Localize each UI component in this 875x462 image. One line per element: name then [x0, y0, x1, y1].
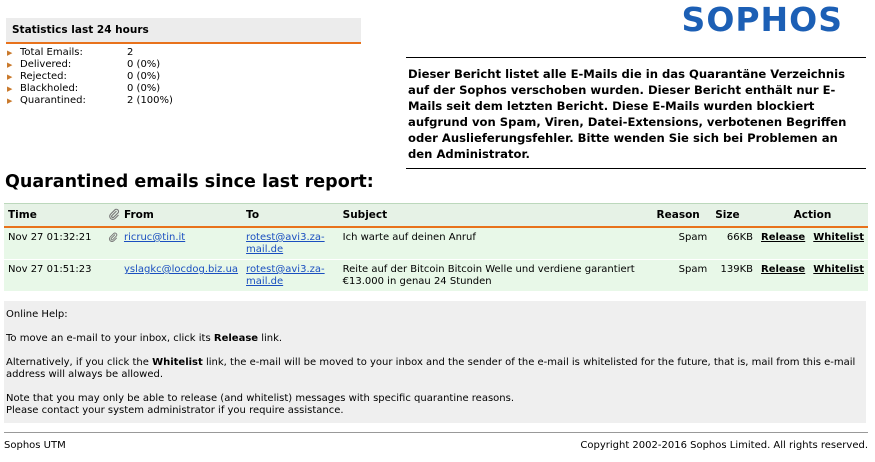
whitelist-link[interactable]: Whitelist [813, 232, 864, 243]
report-description: Dieser Bericht listet alle E-Mails die in das Quarantäne Verzeichnis auf der Sophos verschoben wurden. Dieser Bericht enthält nur E-Mails seit dem letzten Bericht. Diese E-Mails wurden blockiert aufgrund von Spam, Viren, Datei-Extensions, verbotenen Begriffen oder Auslieferungsfehler. Bitte wenden Sie sich bei Problemen an den Administrator. [406, 57, 866, 169]
whitelist-link[interactable]: Whitelist [813, 264, 864, 275]
col-time: Time [4, 204, 98, 228]
footer-copyright: Copyright 2002-2016 Sophos Limited. All rights reserved. [580, 440, 868, 451]
stats-table [6, 47, 173, 107]
stats-value: 2 [127, 47, 134, 58]
sophos-logo: SOPHOS [681, 0, 843, 39]
help-whitelist: Alternatively, if you click the Whitelist link, the e-mail will be moved to your inbox and the sender of the e-mail is whitelisted for the future, that is, mail from this e-mail address will always be allowed. [6, 357, 856, 380]
paperclip-icon [98, 227, 120, 260]
sender-link[interactable]: yslagkc@locdog.biz.ua [123, 264, 239, 275]
footer-product: Sophos UTM [4, 440, 66, 451]
stats-label: Total Emails: [20, 47, 83, 58]
stats-row [6, 83, 173, 95]
stats-box [6, 18, 361, 107]
cell-subject: Ich warte auf deinen Anruf [339, 227, 653, 260]
stats-value: 0 (0%) [127, 59, 161, 70]
cell-reason: Spam [653, 260, 712, 292]
stats-value: 0 (0%) [127, 83, 161, 94]
col-action: Action [757, 204, 868, 228]
stats-row [6, 59, 173, 71]
quarantine-table [4, 203, 868, 292]
cell-subject: Reite auf der Bitcoin Bitcoin Welle und verdiene garantiert €13.000 in genau 24 Stunden [339, 260, 653, 292]
stats-value: 2 (100%) [127, 95, 173, 106]
stats-label: Rejected: [20, 71, 67, 82]
stats-row [6, 71, 173, 83]
online-help [4, 301, 866, 423]
stats-title: Statistics last 24 hours [6, 18, 361, 44]
help-release: To move an e-mail to your inbox, click its Release link. [6, 333, 283, 344]
table-header [4, 204, 868, 228]
sender-link[interactable]: ricruc@tin.it [123, 232, 186, 243]
col-to: To [242, 204, 339, 228]
help-note: Note that you may only be able to release (and whitelist) messages with specific quarantine reasons. Please contact your system administrator if you require assistance. [6, 393, 515, 416]
stats-label: Quarantined: [20, 95, 86, 106]
arrow-right-icon: ▶ [7, 61, 13, 69]
cell-size: 139KB [711, 260, 757, 292]
footer [4, 432, 868, 451]
release-link[interactable]: Release [761, 264, 806, 275]
stats-row [6, 47, 173, 59]
stats-label: Blackholed: [20, 83, 79, 94]
col-reason: Reason [653, 204, 712, 228]
recipient-link[interactable]: rotest@avi3.za-mail.de [246, 264, 325, 287]
cell-reason: Spam [653, 227, 712, 260]
col-from: From [120, 204, 242, 228]
cell-time: Nov 27 01:51:23 [4, 260, 98, 292]
recipient-link[interactable]: rotest@avi3.za-mail.de [246, 232, 325, 255]
release-link[interactable]: Release [761, 232, 806, 243]
col-subject: Subject [339, 204, 653, 228]
arrow-right-icon: ▶ [7, 73, 13, 81]
stats-label: Delivered: [20, 59, 72, 70]
cell-size: 66KB [711, 227, 757, 260]
table-row [4, 260, 868, 292]
arrow-right-icon: ▶ [7, 49, 13, 57]
col-size: Size [711, 204, 757, 228]
arrow-right-icon: ▶ [7, 97, 13, 105]
section-title: Quarantined emails since last report: [5, 172, 374, 192]
paperclip-icon [98, 204, 120, 228]
stats-value: 0 (0%) [127, 71, 161, 82]
stats-row [6, 95, 173, 107]
help-heading: Online Help: [6, 309, 68, 320]
arrow-right-icon: ▶ [7, 85, 13, 93]
cell-time: Nov 27 01:32:21 [4, 227, 98, 260]
table-row [4, 227, 868, 260]
